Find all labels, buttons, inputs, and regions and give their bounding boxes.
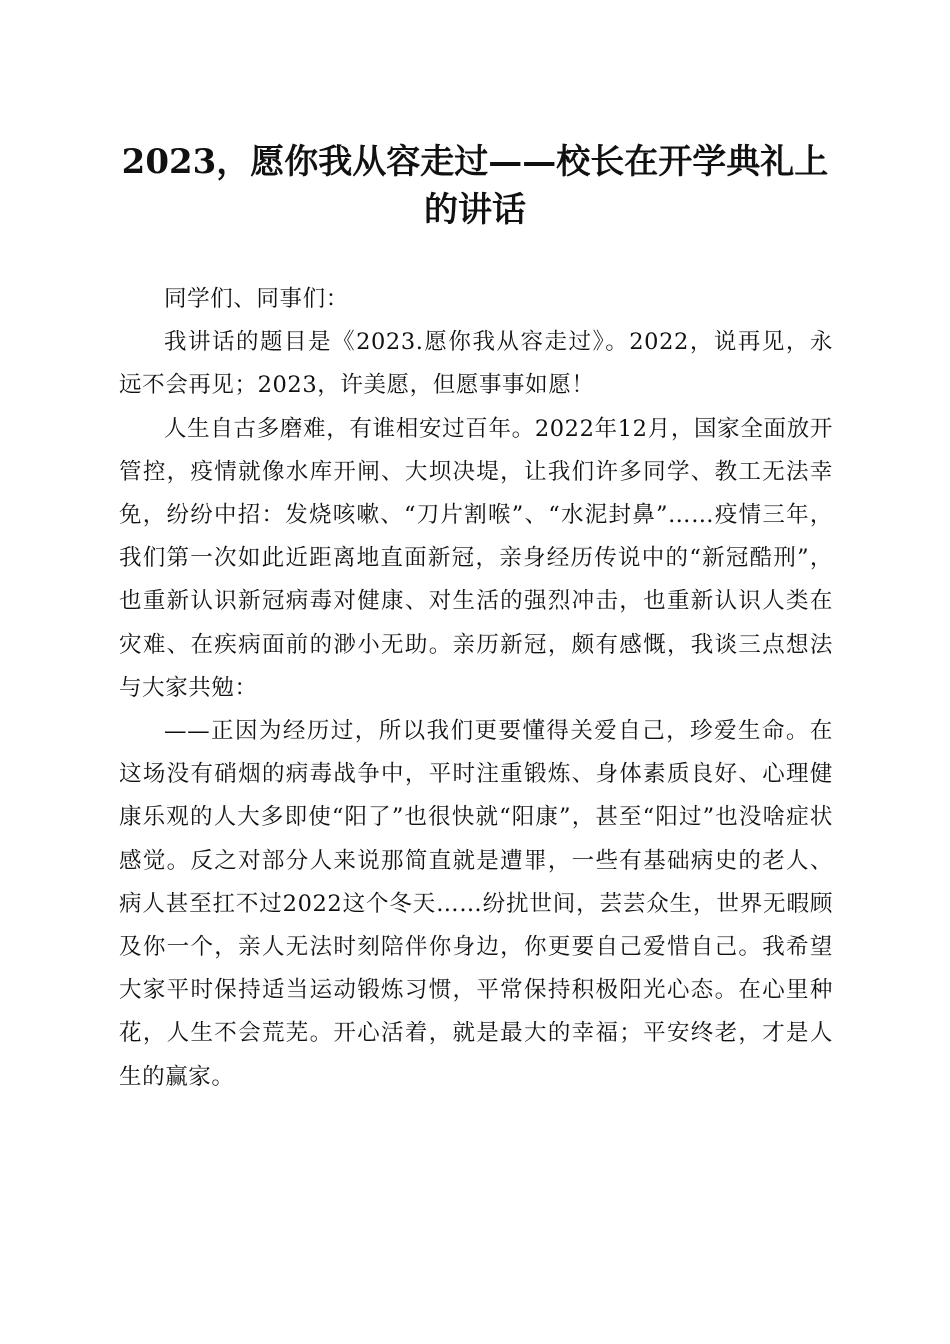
paragraph-greeting: 同学们、同事们： (164, 286, 349, 312)
document-body (119, 278, 833, 1099)
paragraph-point-one: ——正因为经历过，所以我们更要懂得关爱自己，珍爱生命。在这场没有硝烟的病毒战争中，平时注重锻炼、身体素质良好、心理健康乐观的人大多即使“阳了”也很快就“阳康”，甚至“阳过”也没啥症状感觉。反之对部分人来说那简直就是遭罪，一些有基础病史的老人、病人甚至扛不过2022这个冬天……纷扰世间，芸芸众生，世界无暇顾及你一个，亲人无法时刻陪伴你身边，你更要自己爱惜自己。我希望大家平时保持适当运动锻炼习惯，平常保持积极阳光心态。在心里种花，人生不会荒芜。开心活着，就是最大的幸福；平安终老，才是人生的赢家。 (119, 718, 833, 1090)
paragraph-topic: 我讲话的题目是《2023.愿你我从容走过》。2022，说再见，永远不会再见；2023，许美愿，但愿事事如愿！ (119, 329, 833, 399)
document-title: 2023，愿你我从容走过——校长在开学典礼上的讲话 (121, 142, 829, 230)
paragraph-pandemic: 人生自古多磨难，有谁相安过百年。2022年12月，国家全面放开管控，疫情就像水库开闸、大坝决堤，让我们许多同学、教工无法幸免，纷纷中招：发烧咳嗽、“刀片割喉”、“水泥封鼻”……疫情三年，我们第一次如此近距离地直面新冠，亲身经历传说中的“新冠酷刑”，也重新认识新冠病毒对健康、对生活的强烈冲击，也重新认识人类在灾难、在疾病面前的渺小无助。亲历新冠，颇有感慨，我谈三点想法与大家共勉： (119, 415, 833, 701)
